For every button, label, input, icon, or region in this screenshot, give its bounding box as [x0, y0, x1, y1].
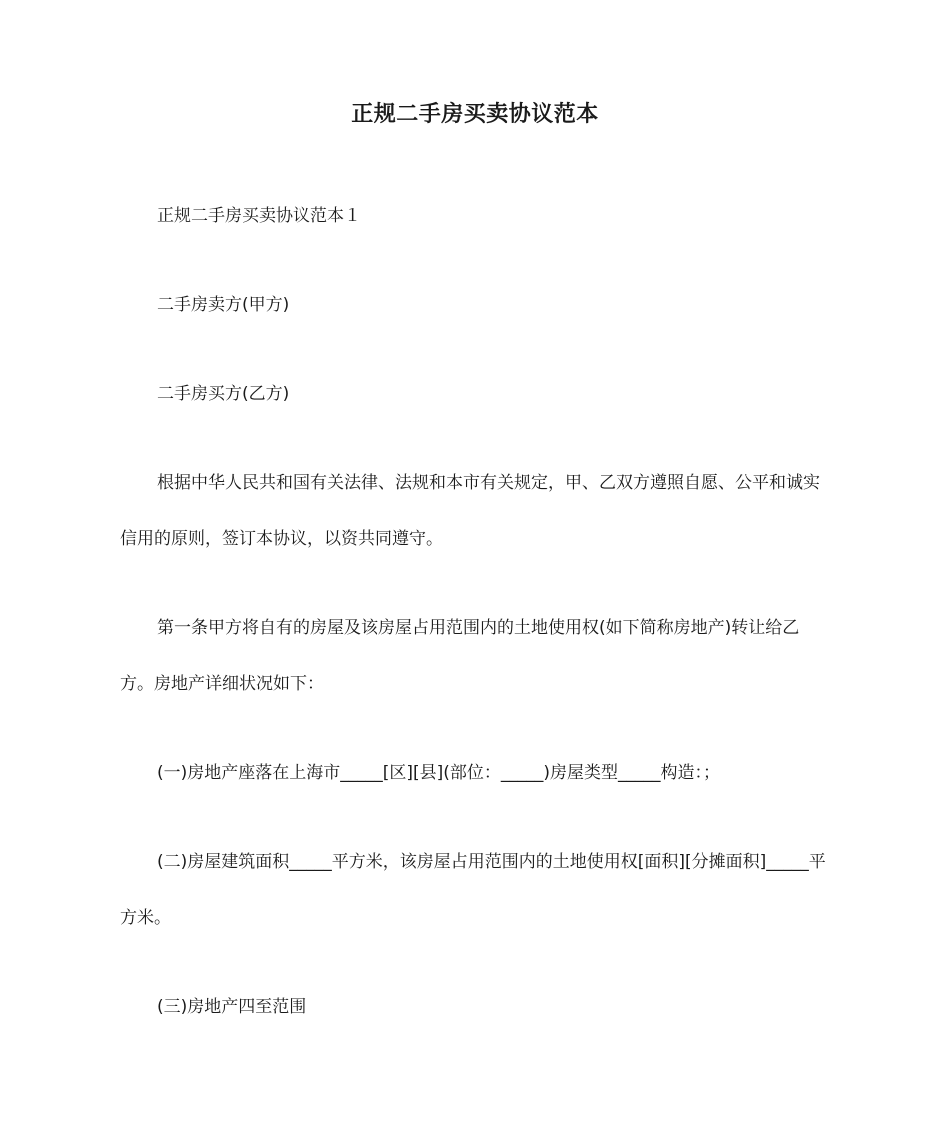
document-title: 正规二手房买卖协议范本: [351, 102, 599, 127]
paragraph-buyer: 二手房买方(乙方): [157, 384, 290, 404]
paragraph-boundaries: (三)房地产四至范围: [157, 997, 307, 1017]
paragraph-article-1: 第一条甲方将自有的房屋及该房屋占用范围内的土地使用权(如下简称房地产)转让给乙方。房地产详细状况如下：: [120, 618, 800, 694]
paragraph-seller: 二手房卖方(甲方): [157, 295, 290, 315]
paragraph-area: (二)房屋建筑面积_____平方米，该房屋占用范围内的土地使用权[面积][分摊面积]_____平方米。: [120, 852, 826, 928]
paragraph-location: (一)房地产座落在上海市_____[区][县](部位：_____)房屋类型_____构造：；: [157, 763, 721, 783]
paragraph-preamble: 根据中华人民共和国有关法律、法规和本市有关规定，甲、乙双方遵照自愿、公平和诚实信用的原则，签订本协议，以资共同遵守。: [120, 473, 820, 549]
paragraph-heading: 正规二手房买卖协议范本１: [157, 206, 361, 226]
